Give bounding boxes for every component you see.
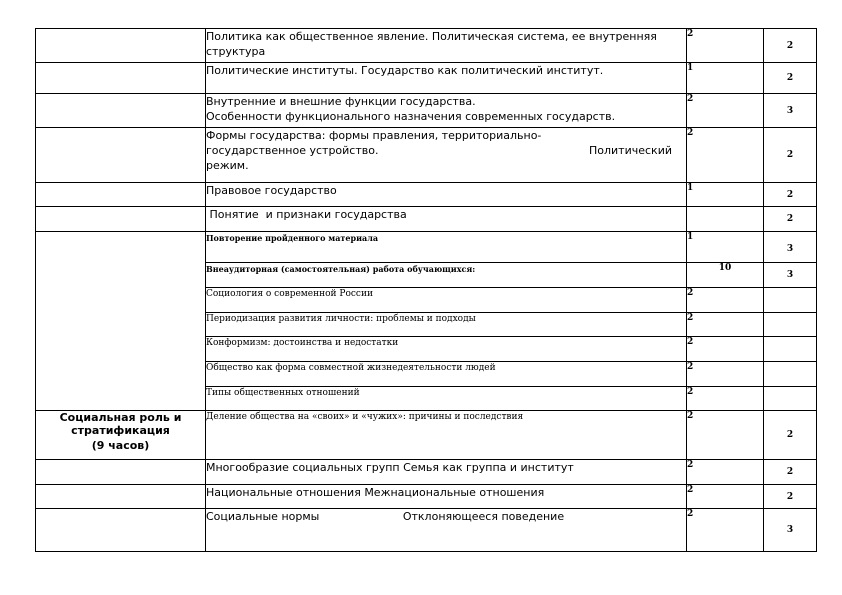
- topic-line: Особенности функционального назначения современных государств.: [206, 110, 616, 123]
- table-row: [36, 232, 817, 263]
- section-cell: [36, 460, 206, 485]
- level-cell: [764, 362, 817, 387]
- level-cell: [764, 288, 817, 313]
- section-cell: [36, 183, 206, 207]
- section-cell: [36, 128, 206, 183]
- section-cell: [36, 94, 206, 128]
- table-row: [36, 128, 817, 183]
- topic-cell: Повторение пройденного материала: [206, 232, 687, 263]
- level-cell: 2: [764, 63, 817, 94]
- table-row: [36, 29, 817, 63]
- topic-cell: Внеаудиторная (самостоятельная) работа обучающихся:: [206, 263, 687, 288]
- section-cell: [36, 509, 206, 552]
- hours-cell: 2: [687, 460, 764, 485]
- topic-cell: Политические институты. Государство как политический институт.: [206, 63, 687, 94]
- topic-line: режим.: [206, 159, 249, 172]
- hours-cell: 2: [687, 288, 764, 313]
- hours-cell: 1: [687, 63, 764, 94]
- table-row: [36, 509, 817, 552]
- level-cell: 3: [764, 232, 817, 263]
- topic-cell: Понятие и признаки государства: [206, 207, 687, 232]
- topic-cell: Политика как общественное явление. Политическая система, ее внутренняя структура: [206, 29, 687, 63]
- hours-cell: 2: [687, 94, 764, 128]
- hours-cell: 2: [687, 485, 764, 509]
- table-row: [36, 63, 817, 94]
- level-cell: 2: [764, 183, 817, 207]
- topic-line: [206, 143, 686, 158]
- level-cell: [764, 313, 817, 337]
- level-cell: 2: [764, 207, 817, 232]
- section-cell: [36, 485, 206, 509]
- section-cell: [36, 232, 206, 411]
- hours-cell: 2: [687, 387, 764, 411]
- topic-fragment: Политический: [589, 144, 672, 157]
- level-cell: 2: [764, 460, 817, 485]
- topic-cell: Правовое государство: [206, 183, 687, 207]
- hours-cell: 2: [687, 128, 764, 183]
- topic-line: Внутренние и внешние функции государства.: [206, 95, 476, 108]
- table-row: [36, 183, 817, 207]
- topic-fragment: Социальные нормы: [206, 510, 320, 523]
- section-title-cell: [36, 411, 206, 460]
- section-hours: (9 часов): [91, 439, 150, 452]
- hours-cell: 2: [687, 29, 764, 63]
- level-cell: 2: [764, 485, 817, 509]
- level-cell: 2: [764, 29, 817, 63]
- section-cell: [36, 63, 206, 94]
- topic-cell: [206, 128, 687, 183]
- topic-fragment: государственное устройство.: [206, 144, 379, 157]
- thematic-plan-table: [35, 28, 817, 552]
- topic-cell: Национальные отношения Межнациональные отношения: [206, 485, 687, 509]
- hours-cell: 10: [687, 263, 764, 288]
- hours-cell: 2: [687, 411, 764, 460]
- level-cell: 2: [764, 128, 817, 183]
- level-cell: 2: [764, 411, 817, 460]
- table-row: [36, 94, 817, 128]
- topic-cell: Многообразие социальных групп Семья как группа и институт: [206, 460, 687, 485]
- hours-cell: 2: [687, 509, 764, 552]
- topic-cell: Конформизм: достоинства и недостатки: [206, 337, 687, 362]
- topic-cell: Типы общественных отношений: [206, 387, 687, 411]
- topic-cell: Общество как форма совместной жизнедеятельности людей: [206, 362, 687, 387]
- topic-cell: Социология о современной России: [206, 288, 687, 313]
- level-cell: [764, 387, 817, 411]
- level-cell: 3: [764, 94, 817, 128]
- topic-cell: Деление общества на «своих» и «чужих»: причины и последствия: [206, 411, 687, 460]
- table-row: [36, 207, 817, 232]
- table-row: [36, 460, 817, 485]
- section-title: стратификация: [71, 424, 170, 437]
- hours-cell: 1: [687, 183, 764, 207]
- level-cell: [764, 337, 817, 362]
- level-cell: 3: [764, 509, 817, 552]
- hours-cell: 1: [687, 232, 764, 263]
- hours-cell: 2: [687, 337, 764, 362]
- section-cell: [36, 29, 206, 63]
- table-row: [36, 411, 817, 460]
- table-row: [36, 485, 817, 509]
- hours-cell: 2: [687, 313, 764, 337]
- hours-cell: 2: [687, 362, 764, 387]
- hours-cell: [687, 207, 764, 232]
- topic-fragment: Отклоняющееся поведение: [402, 510, 565, 523]
- topic-cell: Периодизация развития личности: проблемы и подходы: [206, 313, 687, 337]
- topic-cell: [206, 94, 687, 128]
- section-cell: [36, 207, 206, 232]
- topic-cell: [206, 509, 687, 552]
- topic-line: Формы государства: формы правления, территориально-: [206, 129, 542, 142]
- level-cell: 3: [764, 263, 817, 288]
- section-title: Социальная роль и: [59, 411, 182, 424]
